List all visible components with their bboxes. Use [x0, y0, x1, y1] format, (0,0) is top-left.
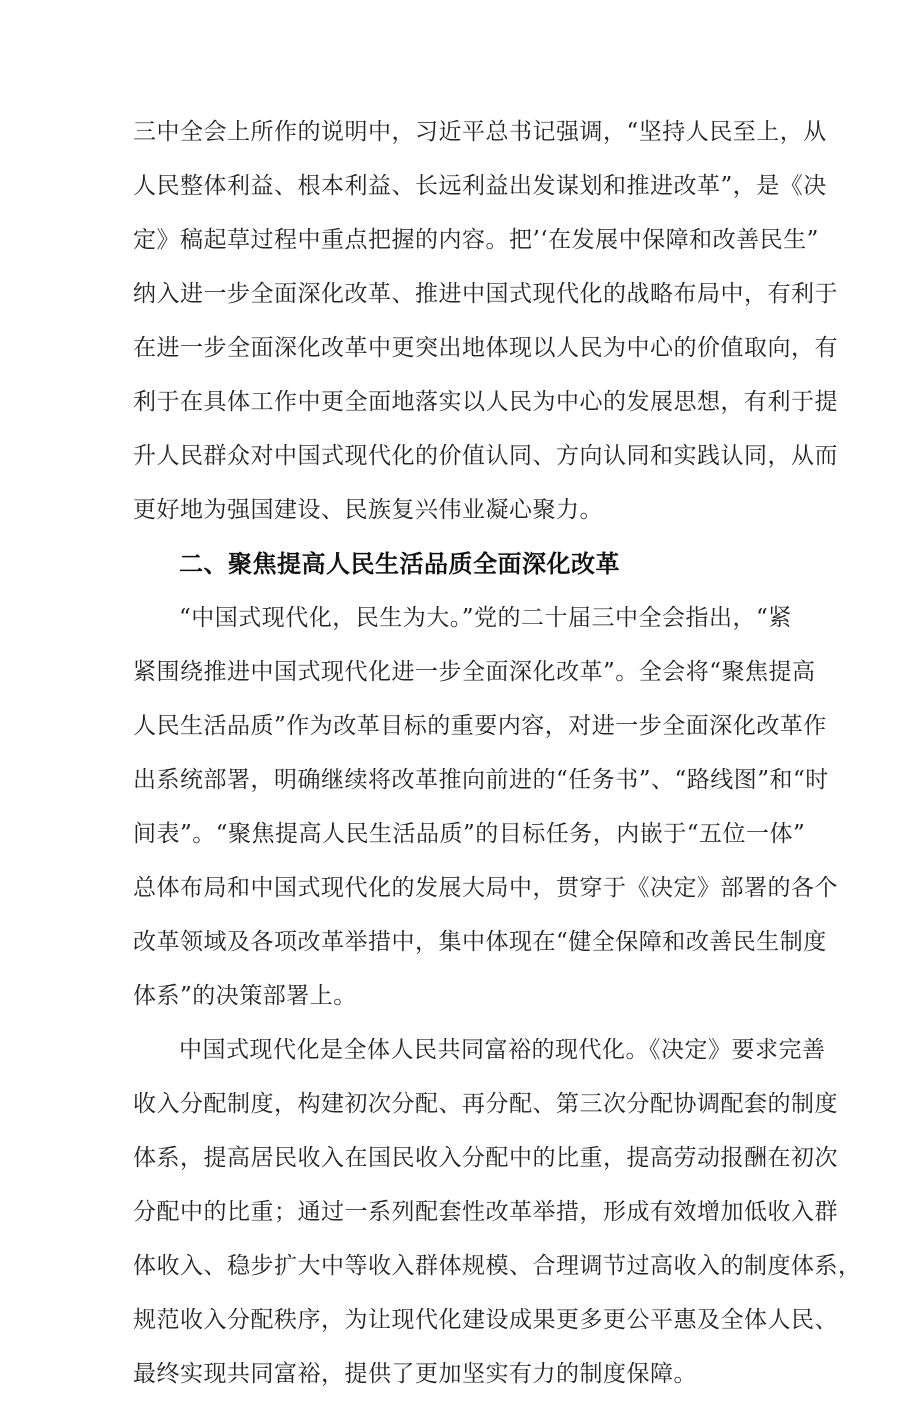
- paragraph-1: [133, 105, 838, 537]
- paragraph-line: “中国式现代化，民生为大。”党的二十届三中全会指出，“紧: [179, 605, 792, 631]
- paragraph-line: 间表”。“聚焦提高人民生活品质”的目标任务，内嵌于“五位一体”: [133, 821, 806, 847]
- paragraph-line: 体收入、稳步扩大中等收入群体规模、合理调节过高收入的制度体系，: [133, 1253, 862, 1279]
- paragraph-line: 利于在具体工作中更全面地落实以人民为中心的发展思想，有利于提: [133, 389, 838, 415]
- paragraph-2: [133, 591, 838, 1023]
- paragraph-line: 体系”的决策部署上。: [133, 983, 357, 1009]
- paragraph-line: 紧围绕推进中国式现代化进一步全面深化改革”。全会将“聚焦提高: [133, 659, 816, 685]
- paragraph-line: 定》稿起草过程中重点把握的内容。把’‘在发展中保障和改善民生”: [133, 227, 819, 253]
- paragraph-line: 收入分配制度，构建初次分配、再分配、第三次分配协调配套的制度: [133, 1091, 838, 1117]
- paragraph-line: 更好地为强国建设、民族复兴伟业凝心聚力。: [133, 497, 603, 523]
- paragraph-line: 规范收入分配秩序，为让现代化建设成果更多更公平惠及全体人民、: [133, 1307, 838, 1333]
- paragraph-line: 三中全会上所作的说明中，习近平总书记强调，“坚持人民至上，从: [133, 119, 827, 145]
- paragraph-line: 纳入进一步全面深化改革、推进中国式现代化的战略布局中，有利于: [133, 281, 838, 307]
- paragraph-line: 最终实现共同富裕，提供了更加坚实有力的制度保障。: [133, 1361, 697, 1387]
- paragraph-line: 升人民群众对中国式现代化的价值认同、方向认同和实践认同，从而: [133, 443, 838, 469]
- document-body: [133, 105, 862, 1401]
- section-heading: 二、聚焦提高人民生活品质全面深化改革: [179, 550, 620, 578]
- paragraph-line: 分配中的比重；通过一系列配套性改革举措，形成有效增加低收入群: [133, 1199, 838, 1225]
- paragraph-line: 人民整体利益、根本利益、长远利益出发谋划和推进改革”，是《决: [133, 173, 827, 199]
- paragraph-line: 出系统部署，明确继续将改革推向前进的“任务书”、“路线图”和“时: [133, 767, 829, 793]
- paragraph-line: 改革领域及各项改革举措中，集中体现在“健全保障和改善民生制度: [133, 929, 827, 955]
- paragraph-line: 总体布局和中国式现代化的发展大局中，贯穿于《决定》部署的各个: [133, 875, 838, 901]
- paragraph-3: [133, 1023, 862, 1401]
- paragraph-line: 在进一步全面深化改革中更突出地体现以人民为中心的价值取向，有: [133, 335, 838, 361]
- paragraph-line: 人民生活品质”作为改革目标的重要内容，对进一步全面深化改革作: [133, 713, 827, 739]
- paragraph-line: 体系，提高居民收入在国民收入分配中的比重，提高劳动报酬在初次: [133, 1145, 838, 1171]
- paragraph-line: 中国式现代化是全体人民共同富裕的现代化。《决定》要求完善: [179, 1037, 826, 1063]
